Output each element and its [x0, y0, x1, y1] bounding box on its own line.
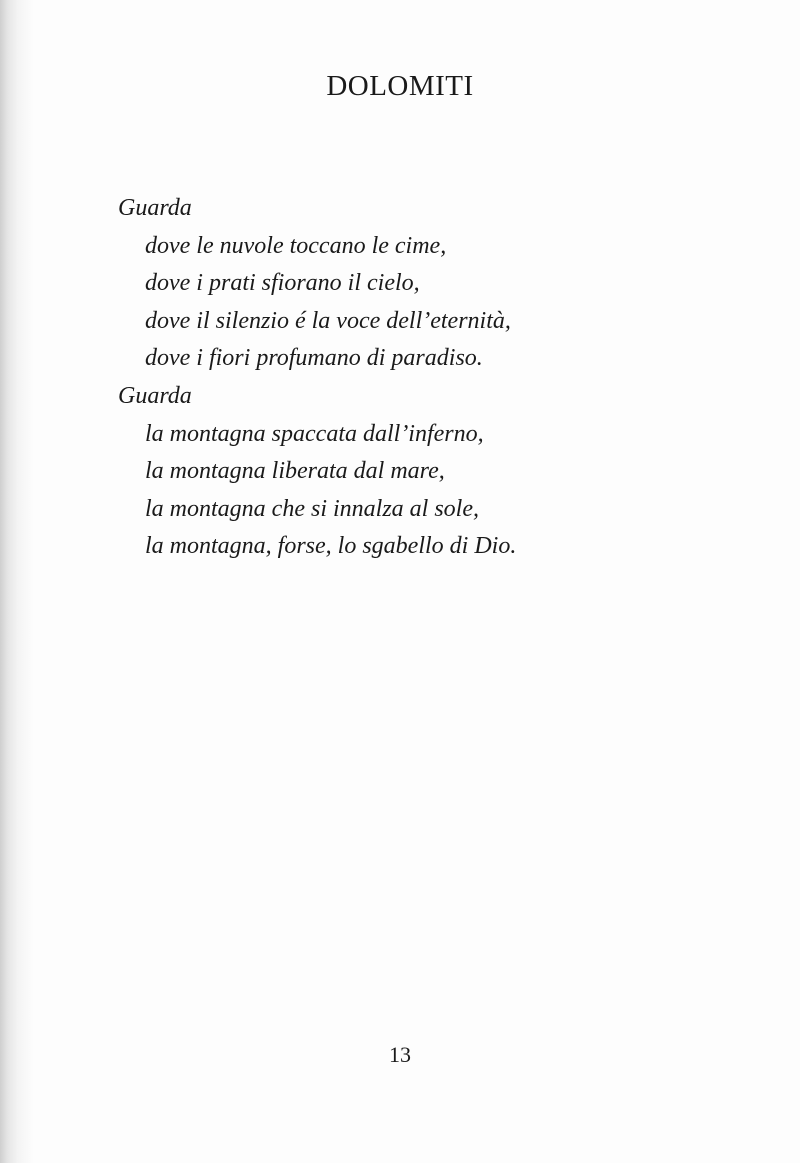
poem-line: la montagna liberata dal mare,	[145, 458, 445, 485]
stanza-2-opening: Guarda	[118, 382, 192, 409]
poem-line: la montagna che si innalza al sole,	[145, 495, 479, 522]
page-number: 13	[389, 1042, 411, 1067]
poem-line: la montagna spaccata dall’inferno,	[145, 420, 484, 447]
poem-body	[118, 190, 516, 566]
stanza-1-opening: Guarda	[118, 195, 192, 221]
poem-line: dove il silenzio é la voce dell’eternità,	[145, 307, 511, 334]
binding-gutter	[0, 0, 34, 1163]
poem-line: la montagna, forse, lo sgabello di Dio.	[145, 533, 517, 560]
poem-line: dove i prati sfiorano il cielo,	[145, 270, 420, 297]
poem-title: DOLOMITI	[326, 70, 474, 102]
poem-line: dove i fiori profumano di paradiso.	[145, 345, 483, 372]
poem-line: dove le nuvole toccano le cime,	[145, 232, 447, 259]
